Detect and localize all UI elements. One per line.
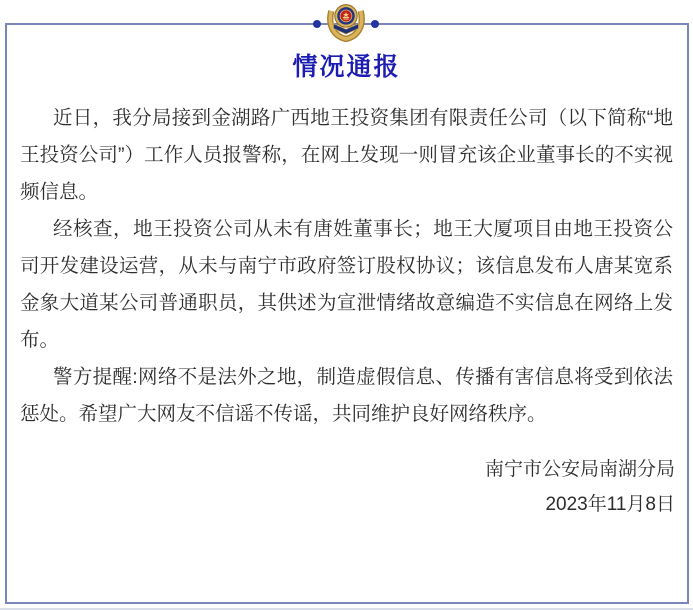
- notice-paragraph-2: 经核查，地王投资公司从未有唐姓董事长；地王大厦项目由地王投资公司开发建设运营，从未与南宁市政府签订股权协议；该信息发布人唐某宽系金象大道某公司普通职员，其供述为宣泄情绪故意编造不实信息在网络上发布。: [20, 218, 673, 351]
- decorative-dot-right: [371, 20, 379, 28]
- notice-paragraph-1: 近日，我分局接到金湖路广西地王投资集团有限责任公司（以下简称“地王投资公司”）工作人员报警称，在网上发现一则冒充该企业董事长的不实视频信息。: [20, 107, 673, 203]
- notice-paragraph-3: 警方提醒:网络不是法外之地，制造虚假信息、传播有害信息将受到依法惩处。希望广大网友不信谣不传谣，共同维护良好网络秩序。: [20, 366, 673, 425]
- notice-body: [20, 100, 673, 433]
- issue-date: 2023年11月8日: [545, 494, 675, 515]
- page-title: 情况通报: [292, 53, 401, 81]
- decorative-dot-left: [313, 20, 321, 28]
- issuer-name: 南宁市公安局南湖分局: [484, 459, 675, 480]
- signature-block: [485, 452, 675, 522]
- police-badge-icon: [325, 1, 367, 42]
